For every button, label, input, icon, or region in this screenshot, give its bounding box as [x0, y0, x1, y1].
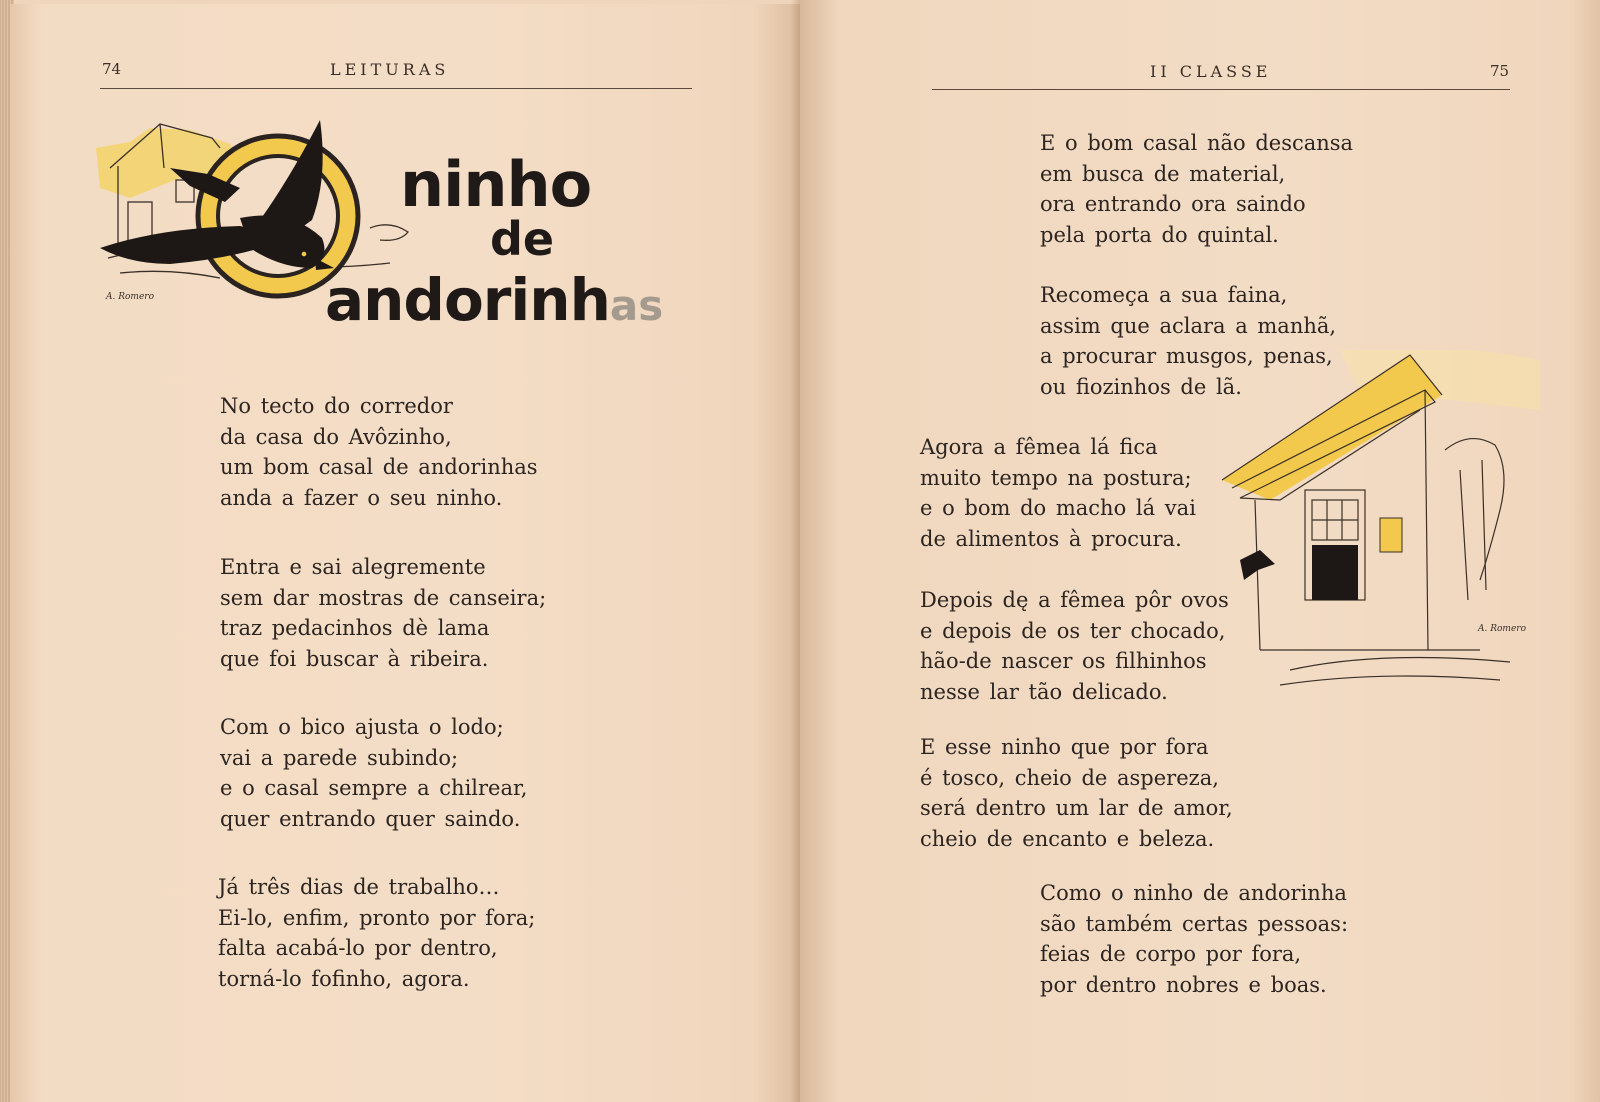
title-word-andorinh: andorinh — [325, 266, 610, 334]
verse-line: anda a fazer o seu ninho. — [220, 485, 503, 510]
verse-line: quer entrando quer saindo. — [220, 806, 521, 831]
verse-line: e o casal sempre a chilrear, — [220, 776, 528, 800]
verse-line: são também certas pessoas: — [1040, 911, 1349, 936]
right-stanza-6 — [1040, 878, 1348, 1000]
right-stanza-1 — [1040, 128, 1353, 250]
verse-line: Já três dias de trabalho… — [218, 875, 500, 899]
verse-line: ora entrando ora saindo — [1040, 192, 1306, 216]
title-word-as: as — [609, 281, 664, 330]
left-page-number: 74 — [102, 60, 122, 78]
verse-line: nesse lar tão delicado. — [920, 679, 1168, 704]
left-stanza-1 — [220, 391, 538, 513]
verse-line: traz pedacinhos dè lama — [220, 616, 490, 640]
right-illustration-signature: A. Romero — [1478, 624, 1526, 634]
verse-line: falta acabá-lo por dentro, — [218, 936, 498, 960]
verse-line: será dentro um lar de amor, — [920, 796, 1233, 820]
verse-line: e o bom do macho lá vai — [920, 496, 1196, 520]
right-stanza-4 — [920, 585, 1229, 707]
verse-line: a procurar musgos, penas, — [1040, 344, 1333, 368]
verse-line: muito tempo na postura; — [920, 465, 1192, 490]
verse-line: da casa do Avôzinho, — [220, 424, 452, 449]
verse-line: vai a parede subindo; — [220, 745, 459, 770]
verse-line: pela porta do quintal. — [1040, 222, 1279, 247]
verse-line: torná-lo fofinho, agora. — [218, 966, 470, 991]
right-stanza-5 — [920, 732, 1233, 854]
verse-line: Depois dę a fêmea pôr ovos — [920, 588, 1229, 612]
verse-line: Agora a fêmea lá fica — [920, 435, 1158, 459]
verse-line: E o bom casal não descansa — [1040, 131, 1354, 155]
title-word-ninho: ninho — [400, 148, 592, 221]
verse-line: um bom casal de andorinhas — [220, 455, 538, 479]
verse-line: Recomeça a sua faina, — [1040, 283, 1288, 307]
verse-line: ou fiozinhos de lã. — [1040, 374, 1242, 399]
right-stanza-3 — [920, 432, 1196, 554]
verse-line: Ei-lo, enfim, pronto por fora; — [218, 905, 536, 930]
right-stanza-2 — [1040, 280, 1336, 402]
verse-line: e depois de os ter chocado, — [920, 618, 1226, 643]
verse-line: feias de corpo por fora, — [1040, 942, 1302, 966]
left-stanza-2 — [220, 552, 546, 674]
right-header-rule — [932, 89, 1510, 90]
verse-line: de alimentos à procura. — [920, 526, 1182, 551]
verse-line: E esse ninho que por fora — [920, 735, 1209, 759]
verse-line: por dentro nobres e boas. — [1040, 972, 1327, 997]
left-running-header: LEITURAS — [330, 60, 450, 79]
verse-line: Como o ninho de andorinha — [1040, 881, 1347, 905]
left-stanza-3 — [220, 712, 527, 834]
left-illustration-signature: A. Romero — [106, 292, 154, 302]
left-header-rule — [100, 88, 692, 89]
verse-line: é tosco, cheio de aspereza, — [920, 765, 1219, 790]
verse-line: que foi buscar à ribeira. — [220, 646, 489, 671]
title-line-andorinhas — [325, 266, 663, 334]
right-running-header: II CLASSE — [1150, 62, 1272, 81]
verse-line: No tecto do corredor — [220, 394, 453, 418]
verse-line: Com o bico ajusta o lodo; — [220, 715, 504, 739]
verse-line: Entra e sai alegremente — [220, 555, 486, 579]
left-stanza-4 — [218, 872, 535, 994]
verse-line: cheio de encanto e beleza. — [920, 826, 1215, 851]
verse-line: em busca de material, — [1040, 161, 1286, 186]
verse-line: hão-de nascer os filhinhos — [920, 649, 1207, 673]
verse-line: sem dar mostras de canseira; — [220, 585, 547, 610]
verse-line: assim que aclara a manhã, — [1040, 313, 1337, 338]
right-page-number: 75 — [1490, 62, 1510, 80]
title-word-de: de — [490, 212, 555, 266]
